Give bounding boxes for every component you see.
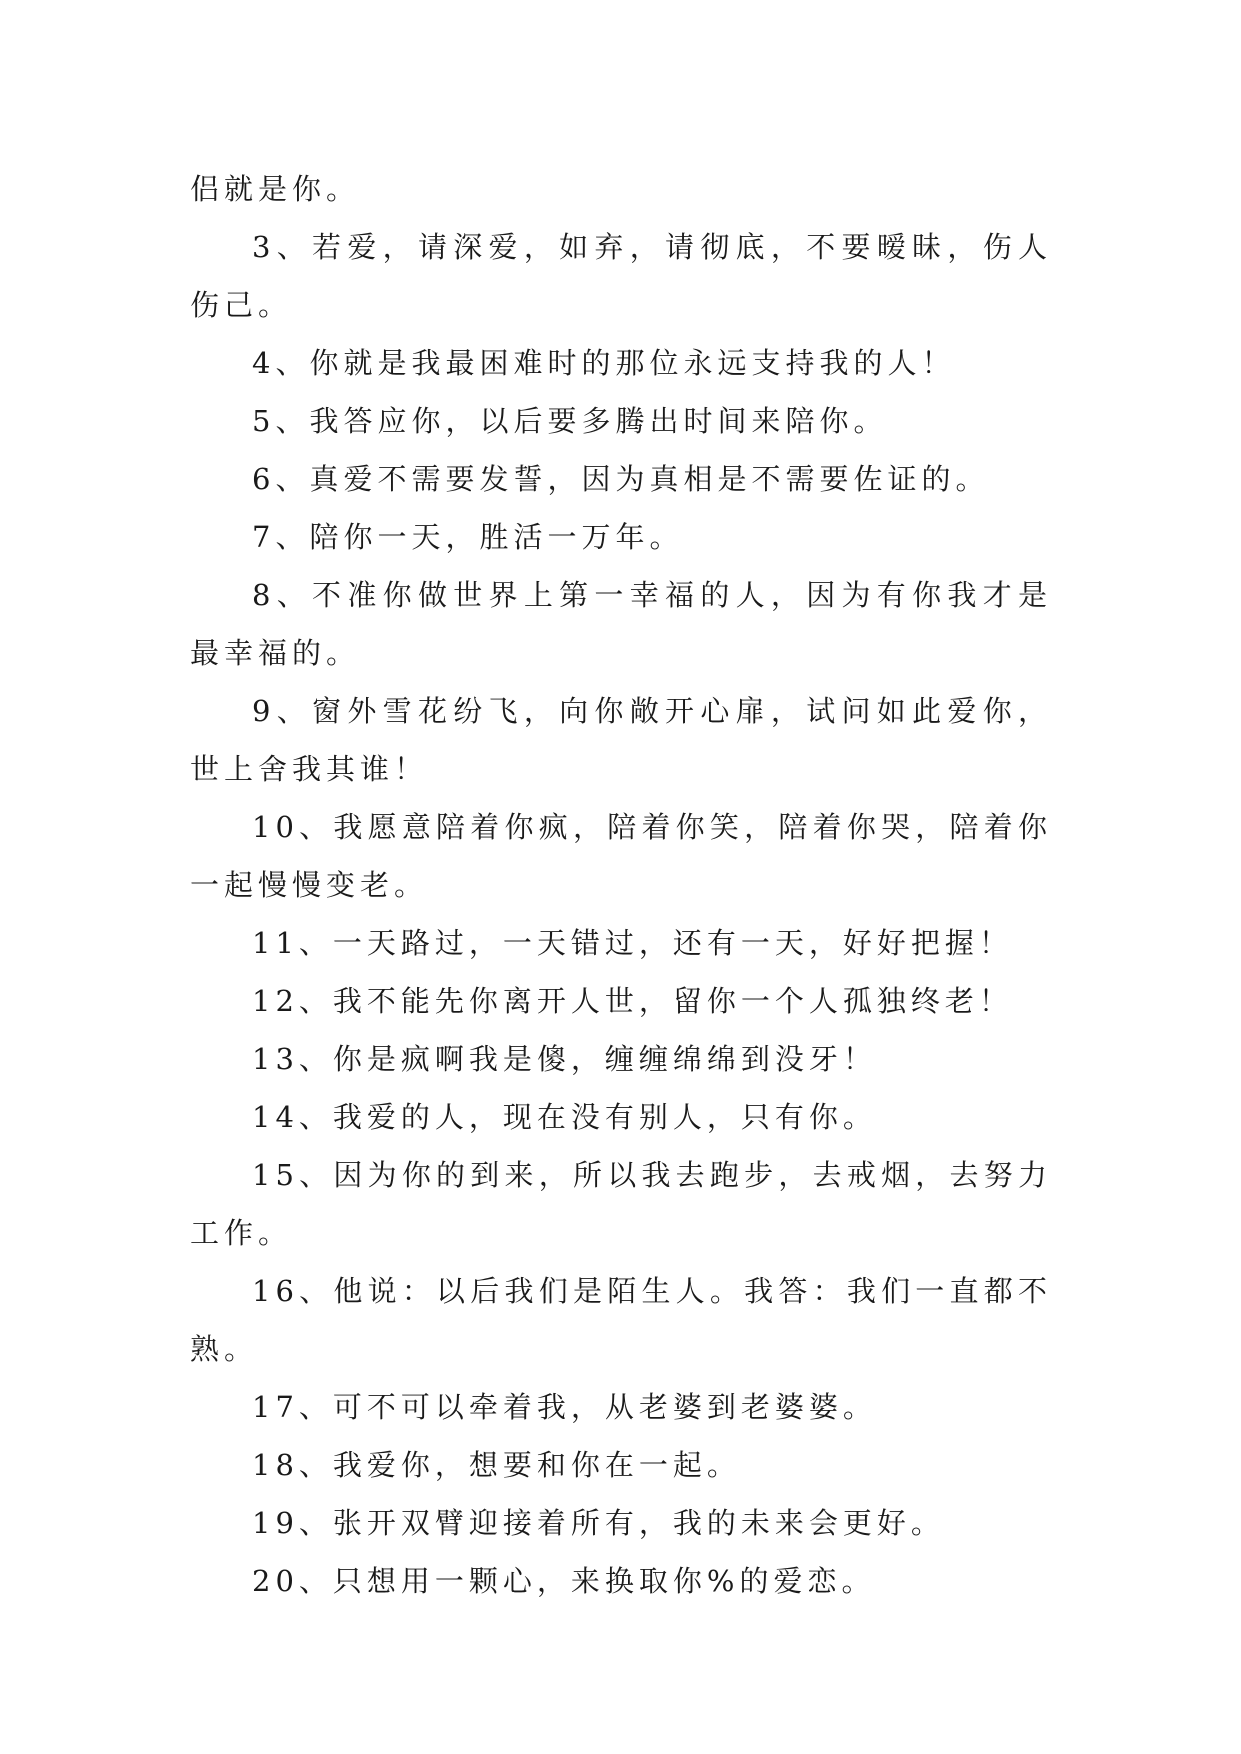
list-item: 11、一天路过，一天错过，还有一天，好好把握！ — [252, 926, 1013, 960]
list-item: 3、若爱，请深爱，如弃，请彻底，不要暧昧，伤人伤己。 — [190, 230, 1052, 322]
list-item: 10、我愿意陪着你疯，陪着你笑，陪着你哭，陪着你一起慢慢变老。 — [190, 810, 1052, 902]
document-body — [190, 160, 1052, 1610]
list-item: 4、你就是我最困难时的那位永远支持我的人！ — [252, 346, 956, 380]
list-item: 17、可不可以牵着我，从老婆到老婆婆。 — [252, 1390, 877, 1424]
list-item: 14、我爱的人，现在没有别人，只有你。 — [252, 1100, 877, 1134]
list-item: 20、只想用一颗心，来换取你%的爱恋。 — [252, 1564, 876, 1598]
list-item: 6、真爱不需要发誓，因为真相是不需要佐证的。 — [252, 462, 990, 496]
list-item: 18、我爱你，想要和你在一起。 — [252, 1448, 741, 1482]
list-item: 7、陪你一天，胜活一万年。 — [252, 520, 684, 554]
list-item: 16、他说：以后我们是陌生人。我答：我们一直都不熟。 — [190, 1274, 1052, 1366]
list-item: 19、张开双臂迎接着所有，我的未来会更好。 — [252, 1506, 945, 1540]
list-item: 12、我不能先你离开人世，留你一个人孤独终老！ — [252, 984, 1013, 1018]
list-item: 5、我答应你，以后要多腾出时间来陪你。 — [252, 404, 888, 438]
paragraph-continuation: 侣就是你。 — [190, 172, 361, 206]
list-item: 8、不准你做世界上第一幸福的人，因为有你我才是最幸福的。 — [190, 578, 1052, 670]
list-item: 9、窗外雪花纷飞，向你敞开心扉，试问如此爱你，世上舍我其谁！ — [190, 694, 1052, 786]
list-item: 13、你是疯啊我是傻，缠缠绵绵到没牙！ — [252, 1042, 877, 1076]
list-item: 15、因为你的到来，所以我去跑步，去戒烟，去努力工作。 — [190, 1158, 1052, 1250]
